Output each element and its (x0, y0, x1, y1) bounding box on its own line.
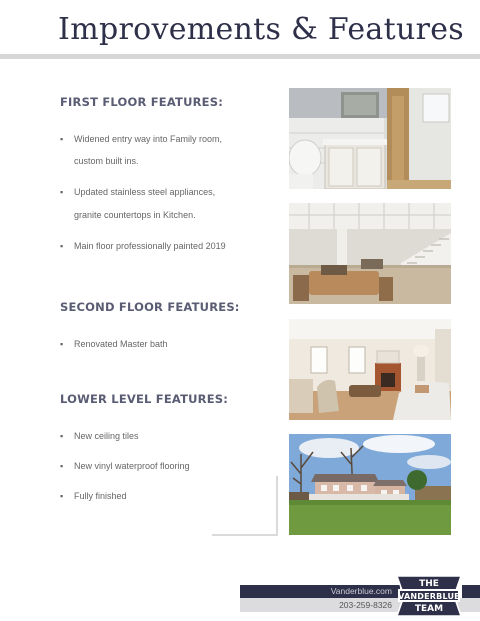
logo-text-team: TEAM (414, 604, 444, 614)
phone-number: 203-259-8326 (339, 600, 392, 610)
list-item-continuation: custom built ins. (74, 156, 139, 166)
bullet-marker: ▪ (60, 187, 64, 197)
bullet-marker: ▪ (60, 134, 64, 144)
logo-text-the: THE (419, 579, 439, 589)
bullet-marker: ▪ (60, 431, 64, 441)
house-exterior-photo (289, 434, 451, 535)
website-link[interactable]: Vanderblue.com (330, 586, 392, 596)
bullet-marker: ▪ (60, 339, 64, 349)
living-room-photo (289, 319, 451, 420)
decorative-corner-line (276, 476, 278, 536)
footer-band-dark (462, 585, 480, 598)
logo-text-vanderblue: VANDERBLUE (398, 592, 460, 601)
page-title: Improvements & Features (58, 12, 464, 47)
decorative-corner-line (212, 534, 278, 536)
list-item-text: Renovated Master bath (74, 339, 168, 349)
list-item-text: Widened entry way into Family room, (74, 134, 223, 144)
bullet-marker: ▪ (60, 491, 64, 501)
first-floor-heading: FIRST FLOOR FEATURES: (60, 95, 223, 109)
list-item-text: Fully finished (74, 491, 127, 501)
bathroom-photo (289, 88, 451, 189)
second-floor-heading: SECOND FLOOR FEATURES: (60, 300, 240, 314)
list-item-continuation: granite countertops in Kitchen. (74, 210, 196, 220)
list-item-text: Main floor professionally painted 2019 (74, 241, 226, 251)
title-divider (0, 54, 480, 59)
bullet-marker: ▪ (60, 461, 64, 471)
list-item-text: Updated stainless steel appliances, (74, 187, 216, 197)
list-item-text: New vinyl waterproof flooring (74, 461, 190, 471)
bullet-marker: ▪ (60, 241, 64, 251)
basement-photo (289, 203, 451, 304)
lower-level-heading: LOWER LEVEL FEATURES: (60, 392, 229, 406)
list-item-text: New ceiling tiles (74, 431, 139, 441)
